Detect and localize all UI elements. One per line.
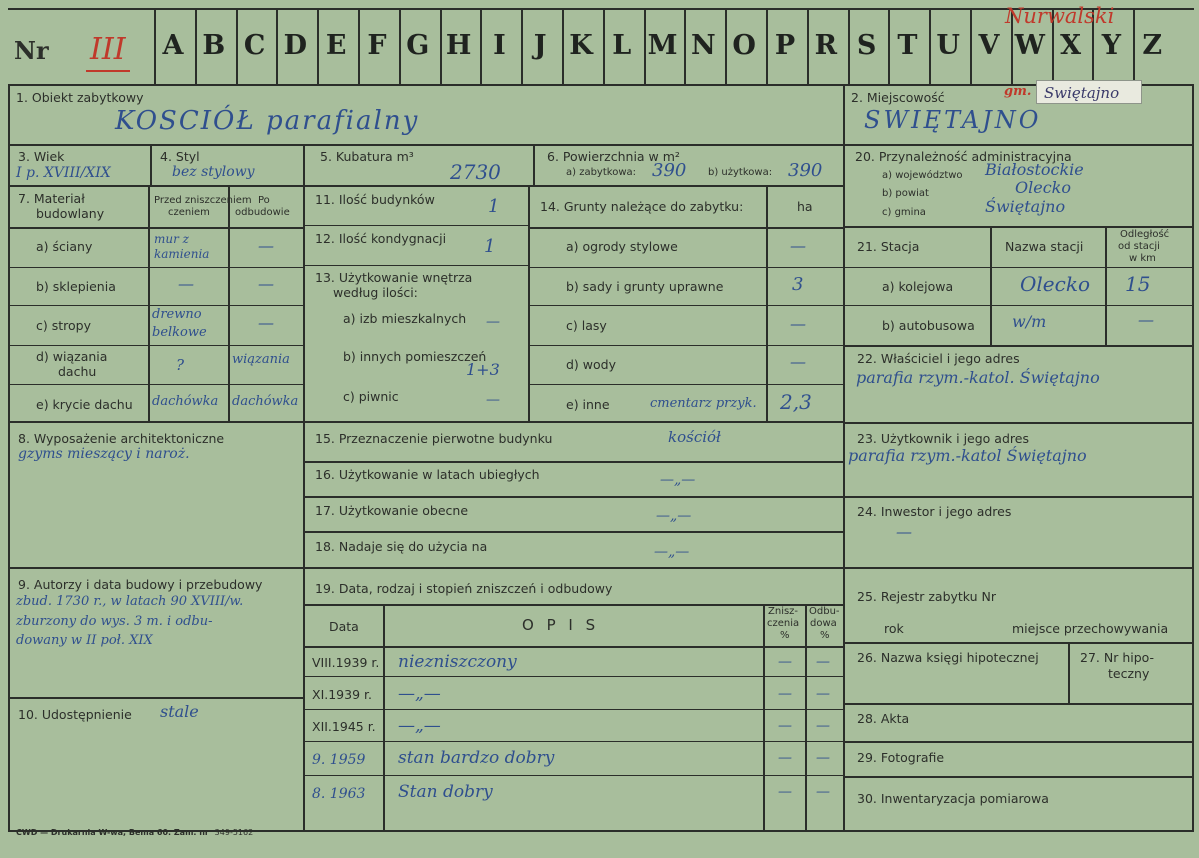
f7-row-c-before: drewno belkowe: [152, 307, 207, 340]
f7-row-c-label: c) stropy: [36, 318, 91, 333]
letter-divider: [195, 10, 197, 84]
f2-label: 2. Miejscowość: [851, 90, 945, 105]
letter-divider: [276, 10, 278, 84]
f6-val-b: 390: [788, 160, 823, 181]
f14-row-b-label: b) sady i grunty uprawne: [566, 279, 724, 294]
f7-row-c-after: —: [258, 313, 274, 332]
f6-sub-b: b) użytkowa:: [708, 167, 773, 178]
f19-row-o: —: [816, 718, 830, 734]
f7-row-d-after: wiązania: [232, 352, 290, 367]
f14-row-a-label: a) ogrody stylowe: [566, 239, 678, 254]
f9-line-3: dowany w II poł. XIX: [16, 633, 153, 648]
letter-f: F: [367, 30, 387, 61]
letter-divider: [154, 10, 156, 84]
f3-label: 3. Wiek: [18, 149, 65, 164]
letter-l: L: [612, 30, 632, 61]
f13-b-value: 1+3: [466, 360, 500, 379]
f22-value: parafia rzym.-katol. Świętajno: [856, 368, 1100, 387]
f13-a-label: a) izb mieszkalnych: [343, 311, 467, 326]
f12-value: 1: [484, 236, 496, 257]
f19-row-desc: Stan dobry: [398, 782, 493, 802]
f21-a-dist: 15: [1125, 272, 1151, 296]
letter-divider: [848, 10, 850, 84]
f16-label: 16. Użytkowanie w latach ubiegłych: [315, 467, 540, 482]
f25-rok: rok: [884, 621, 904, 636]
f19-label: 19. Data, rodzaj i stopień zniszczeń i odbudowy: [315, 581, 613, 596]
f21-b-name: w/m: [1012, 312, 1047, 331]
letter-divider: [440, 10, 442, 84]
f19-row-desc: niezniszczony: [398, 652, 517, 672]
letter-h: H: [445, 30, 472, 61]
footer-printer-text: CWD — Drukarnia W-wa, Bema 60. Zam. nr: [16, 828, 209, 837]
f15-value: kościół: [668, 428, 721, 446]
f19-row-z: —: [778, 750, 792, 766]
f6-sub-a: a) zabytkowa:: [566, 167, 636, 178]
f15-label: 15. Przeznaczenie pierwotne budynku: [315, 431, 553, 446]
f14-row-a-value: —: [790, 236, 806, 255]
letter-b: B: [202, 30, 226, 61]
letter-s: S: [856, 30, 877, 61]
letter-divider: [684, 10, 686, 84]
f2-stamp-text: Swiętajno: [1044, 84, 1120, 102]
f9-line-2: zburzony do wys. 3 m. i odbu-: [16, 614, 213, 629]
f19-col-o-2: dowa: [810, 618, 837, 629]
letter-k: K: [569, 30, 593, 61]
f19-row-o: —: [816, 654, 830, 670]
f20-b-value: Olecko: [1015, 178, 1071, 197]
letter-divider: [725, 10, 727, 84]
f14-row-e-value: 2,3: [780, 390, 812, 414]
f28-label: 28. Akta: [857, 711, 910, 726]
letter-divider: [358, 10, 360, 84]
letter-divider: [480, 10, 482, 84]
letter-c: C: [243, 30, 266, 61]
f19-col-date: Data: [329, 619, 359, 634]
f18-value: —„—: [654, 544, 690, 560]
letter-j: J: [533, 30, 547, 61]
letter-divider: [521, 10, 523, 84]
f21-a-name: Olecko: [1020, 272, 1090, 296]
f14-row-d-value: —: [790, 352, 806, 371]
letter-divider: [236, 10, 238, 84]
f19-row-date: VIII.1939 r.: [312, 655, 380, 670]
f7-col1-2: czeniem: [168, 207, 210, 218]
f13-label-2: według ilości:: [333, 285, 418, 300]
f7-label-1: 7. Materiał: [18, 191, 85, 206]
f13-b-label: b) innych pomieszczeń: [343, 349, 487, 364]
letter-d: D: [283, 30, 308, 61]
f23-label: 23. Użytkownik i jego adres: [857, 431, 1029, 446]
f14-row-e-label: e) inne: [566, 397, 610, 412]
f7-row-e-label: e) krycie dachu: [36, 397, 133, 412]
letter-v: V: [978, 30, 1000, 61]
f8-label: 8. Wyposażenie architektoniczne: [18, 431, 225, 446]
f14-unit: ha: [797, 199, 813, 214]
letter-n: N: [691, 30, 716, 61]
f19-col-o-3: %: [820, 630, 830, 641]
f3-value: I p. XVIII/XIX: [16, 165, 111, 181]
f17-label: 17. Użytkowanie obecne: [315, 503, 469, 518]
f9-line-1: zbud. 1730 r., w latach 90 XVIII/w.: [16, 594, 244, 609]
f2-value: SWIĘTAJNO: [864, 106, 1042, 134]
f20-c-value: Świętajno: [985, 197, 1066, 216]
f7-row-e-after: dachówka: [232, 394, 299, 409]
f13-a-value: —: [486, 314, 500, 330]
f26-label: 26. Nazwa księgi hipotecznej: [857, 650, 1039, 665]
f21-a-label: a) kolejowa: [882, 279, 954, 294]
f10-value: stale: [160, 702, 199, 721]
letter-y: Y: [1101, 30, 1122, 61]
f7-row-a-label: a) ściany: [36, 239, 93, 254]
f19-row-z: —: [778, 654, 792, 670]
f22-label: 22. Właściciel i jego adres: [857, 351, 1020, 366]
f7-row-b-before: —: [178, 274, 194, 293]
f19-col-z-3: %: [780, 630, 790, 641]
letter-divider: [1133, 10, 1135, 84]
f13-c-value: —: [486, 392, 500, 408]
f20-a-label: a) województwo: [882, 170, 963, 181]
letter-x: X: [1060, 30, 1082, 61]
nr-value: III: [90, 32, 126, 67]
f27-label-2: teczny: [1108, 666, 1150, 681]
f17-value: —„—: [656, 508, 692, 524]
f18-label: 18. Nadaje się do użycia na: [315, 539, 488, 554]
corner-note: Nurwalski: [1005, 4, 1115, 28]
letter-m: M: [647, 30, 678, 61]
f21-b-dist: —: [1138, 310, 1154, 329]
letter-divider: [603, 10, 605, 84]
letter-p: P: [774, 30, 796, 61]
letter-o: O: [732, 30, 756, 61]
letter-i: I: [493, 30, 506, 61]
f19-row-z: —: [778, 784, 792, 800]
letter-t: T: [897, 30, 918, 61]
f14-row-d-label: d) wody: [566, 357, 616, 372]
f7-row-d-label-2: dachu: [58, 364, 97, 379]
f7-col2-1: Po: [258, 195, 270, 206]
f4-value: bez stylowy: [172, 164, 255, 180]
f19-row-z: —: [778, 718, 792, 734]
letter-divider: [970, 10, 972, 84]
f7-row-e-before: dachówka: [152, 394, 219, 409]
footer-order: 349-5162: [214, 828, 254, 837]
letter-divider: [807, 10, 809, 84]
f7-row-b-after: —: [258, 274, 274, 293]
f25-label: 25. Rejestr zabytku Nr: [857, 589, 997, 604]
f7-row-a-after: —: [258, 236, 274, 255]
f8-value: gzyms mieszący i naroż.: [18, 446, 190, 462]
f19-row-z: —: [778, 686, 792, 702]
f4-label: 4. Styl: [160, 149, 200, 164]
f13-label-1: 13. Użytkowanie wnętrza: [315, 270, 473, 285]
letter-divider: [562, 10, 564, 84]
f19-col-z-1: Znisz-: [768, 606, 799, 617]
f20-c-label: c) gmina: [882, 207, 926, 218]
f11-label: 11. Ilość budynków: [315, 192, 435, 207]
f21-b-label: b) autobusowa: [882, 318, 975, 333]
f11-value: 1: [488, 196, 500, 217]
f19-row-date: 8. 1963: [312, 786, 366, 802]
f13-c-label: c) piwnic: [343, 389, 399, 404]
f14-row-b-value: 3: [792, 274, 804, 295]
f19-row-o: —: [816, 784, 830, 800]
letter-r: R: [814, 30, 838, 61]
f19-row-desc: —„—: [398, 716, 441, 736]
letter-z: Z: [1142, 30, 1163, 61]
f30-label: 30. Inwentaryzacja pomiarowa: [857, 791, 1049, 806]
f6-val-a: 390: [652, 160, 687, 181]
letter-u: U: [936, 30, 960, 61]
f21-label: 21. Stacja: [857, 239, 920, 254]
f7-label-2: budowlany: [36, 206, 105, 221]
f7-row-d-label-1: d) wiązania: [36, 349, 108, 364]
letter-divider: [317, 10, 319, 84]
f20-a-value: Białostockie: [985, 160, 1084, 179]
letter-a: A: [162, 30, 184, 61]
f14-row-e-note: cmentarz przyk.: [650, 396, 757, 411]
f20-b-label: b) powiat: [882, 188, 929, 199]
f7-row-d-before: ?: [176, 356, 185, 374]
f6-label: 6. Powierzchnia w m²: [547, 149, 680, 164]
f5-value: 2730: [450, 160, 501, 184]
f7-col1-1: Przed zniszczeniem: [154, 195, 252, 206]
f12-label: 12. Ilość kondygnacji: [315, 231, 447, 246]
footer-printer: [16, 828, 253, 838]
f7-row-b-label: b) sklepienia: [36, 279, 116, 294]
f19-col-z-2: czenia: [767, 618, 800, 629]
f19-row-o: —: [816, 686, 830, 702]
f7-row-a-before: mur z kamienia: [154, 232, 210, 261]
f7-col2-2: odbudowie: [235, 207, 290, 218]
f19-col-desc: O P I S: [522, 616, 600, 634]
f19-row-date: XII.1945 r.: [312, 719, 376, 734]
f1-label: 1. Obiekt zabytkowy: [16, 90, 144, 105]
letter-g: G: [406, 30, 430, 61]
letter-w: W: [1014, 30, 1045, 61]
f19-row-o: —: [816, 750, 830, 766]
letter-divider: [888, 10, 890, 84]
f19-row-desc: —„—: [398, 684, 441, 704]
f25-miejsce: miejsce przechowywania: [1012, 621, 1169, 636]
f14-row-c-value: —: [790, 314, 806, 333]
f19-col-o-1: Odbu-: [809, 606, 840, 617]
f20-label: 20. Przynależność administracyjna: [855, 149, 1072, 164]
f14-row-c-label: c) lasy: [566, 318, 607, 333]
nr-label: Nr: [14, 36, 49, 65]
letter-e: E: [325, 30, 347, 61]
f19-row-date: 9. 1959: [312, 752, 366, 768]
f19-row-desc: stan bardzo dobry: [398, 748, 555, 768]
letter-divider: [399, 10, 401, 84]
f2-stamp-prefix: gm.: [1004, 84, 1032, 99]
f29-label: 29. Fotografie: [857, 750, 945, 765]
f24-label: 24. Inwestor i jego adres: [857, 504, 1012, 519]
f5-label: 5. Kubatura m³: [320, 149, 414, 164]
f14-label: 14. Grunty należące do zabytku:: [540, 199, 744, 214]
f9-label: 9. Autorzy i data budowy i przebudowy: [18, 577, 263, 592]
f23-value: parafia rzym.-katol Świętajno: [848, 446, 1087, 465]
f19-row-date: XI.1939 r.: [312, 687, 372, 702]
letter-divider: [766, 10, 768, 84]
letter-divider: [644, 10, 646, 84]
f16-value: —„—: [660, 472, 696, 488]
f10-label: 10. Udostępnienie: [18, 707, 132, 722]
f21-col-dist-2: od stacji: [1118, 241, 1160, 252]
f21-col-dist-1: Odległość: [1120, 229, 1170, 240]
letter-divider: [929, 10, 931, 84]
f1-value: KOSCIÓŁ parafialny: [115, 106, 420, 136]
f27-label-1: 27. Nr hipo-: [1080, 650, 1155, 665]
f21-col-name: Nazwa stacji: [1005, 239, 1084, 254]
f24-value: —: [896, 522, 912, 541]
f21-col-dist-3: w km: [1129, 253, 1156, 264]
